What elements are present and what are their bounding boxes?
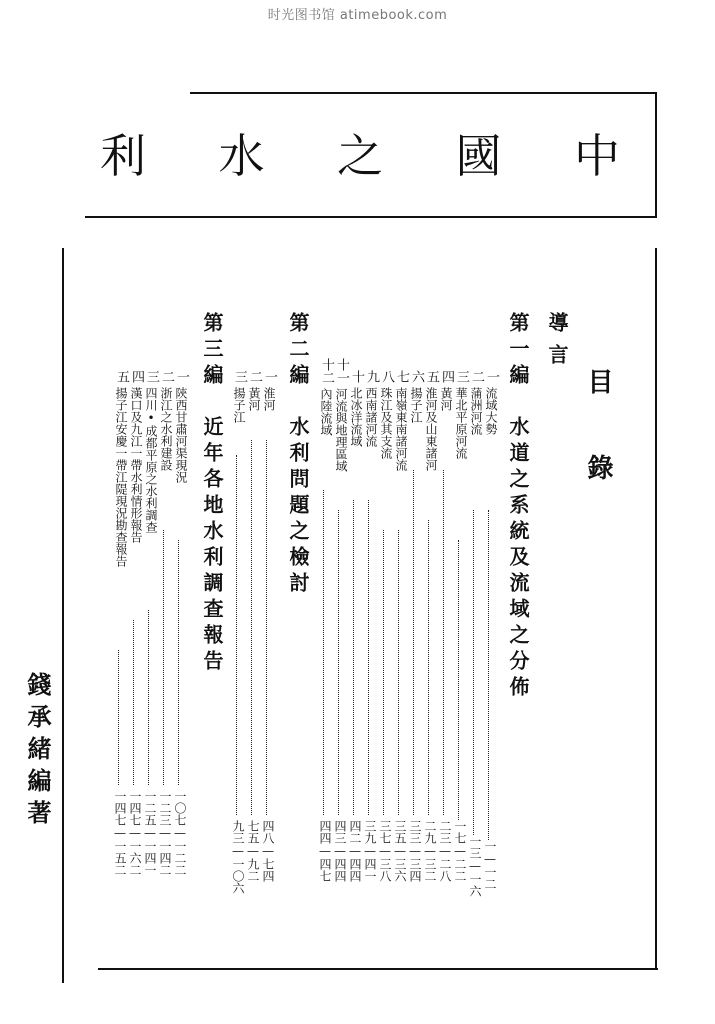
section-number: 三 — [144, 370, 159, 383]
section-title: 黃河 — [439, 387, 453, 411]
leader-dots — [458, 540, 459, 820]
section-number: 七 — [394, 370, 409, 383]
section-number: 二 — [247, 370, 262, 383]
section-number: 十二 — [319, 358, 334, 384]
part-2-heading[interactable] — [284, 312, 313, 598]
page-number: 一〇七—一二二 — [173, 790, 187, 876]
leader-dots — [148, 610, 149, 785]
section-number: 十 — [349, 370, 364, 383]
part-1-heading[interactable] — [504, 312, 533, 702]
section-title: 淮河 — [262, 387, 276, 411]
title-char-2: 國 — [455, 129, 502, 183]
section-number: 八 — [379, 370, 394, 383]
section-number: 四 — [129, 370, 144, 383]
page-number: 四三—四四 — [333, 820, 347, 882]
leader-dots — [383, 530, 384, 815]
page-left-rule — [62, 248, 64, 983]
title-char-4: 水 — [218, 129, 265, 183]
page-number: 三九—四一 — [363, 820, 377, 882]
author: 錢承緒編著 — [23, 672, 52, 832]
title-char-3: 之 — [337, 129, 383, 183]
leader-dots — [443, 470, 444, 815]
section-title: 揚子江 — [409, 387, 423, 423]
page-number: 一二五—一四一 — [143, 790, 157, 876]
section-number: 二 — [159, 370, 174, 383]
section-number: 十一 — [334, 358, 349, 384]
section-title: 北冰洋流域 — [349, 387, 363, 447]
leader-dots — [133, 620, 134, 785]
section-number: 六 — [409, 370, 424, 383]
section-title: 流域大勢 — [484, 387, 498, 435]
page-number: 九三—一〇六 — [231, 820, 245, 894]
intro-entry[interactable]: 導言 — [545, 312, 569, 376]
page-number: 一四七—一六二 — [128, 790, 142, 876]
part-1-title: 水道之系統及流域之分佈 — [506, 416, 530, 702]
section-title: 珠江及其支流 — [379, 387, 393, 459]
part-2-title: 水利問題之檢討 — [286, 416, 310, 598]
page-number: 二三—二八 — [438, 820, 452, 882]
part-3-label: 第三編 — [200, 312, 224, 390]
part-1-label: 第一編 — [506, 312, 530, 390]
title-top-rule — [190, 92, 657, 94]
leader-dots — [368, 500, 369, 815]
page-number: 一二三—一四二 — [158, 790, 172, 876]
section-title: 四川•成都平原之水利調查 — [144, 387, 158, 533]
p3-section-5[interactable] — [112, 370, 131, 567]
section-number: 九 — [364, 370, 379, 383]
leader-dots — [413, 470, 414, 815]
section-number: 四 — [439, 370, 454, 383]
section-number: 三 — [454, 370, 469, 383]
section-number: 二 — [469, 370, 484, 383]
p1-section-12[interactable] — [317, 358, 336, 436]
contents-heading: 目錄 — [583, 368, 613, 540]
page-number: 一七—二二 — [453, 820, 467, 882]
section-number: 一 — [484, 370, 499, 383]
leader-dots — [118, 650, 119, 785]
section-number: 五 — [114, 370, 129, 383]
section-title: 揚子江安慶一帶江隄現況勘查報告 — [114, 387, 128, 567]
title-char-1: 中 — [574, 129, 620, 183]
section-title: 河流與地理區域 — [334, 388, 348, 472]
page-number: 一—一二 — [483, 840, 497, 890]
section-title: 浙江之水利建設 — [159, 387, 173, 471]
leader-dots — [353, 500, 354, 815]
title-bottom-rule — [85, 216, 657, 218]
leader-dots — [323, 490, 324, 815]
page-number: 四四—四七 — [318, 820, 332, 882]
section-title: 西南諸河流 — [364, 387, 378, 447]
leader-dots — [428, 520, 429, 815]
section-title: 漢口及九江一帶水利情形報告 — [129, 387, 143, 543]
leader-dots — [266, 440, 267, 815]
section-title: 黃河 — [247, 387, 261, 411]
page-number: 四二—四四 — [348, 820, 362, 882]
section-number: 三 — [232, 370, 247, 383]
watermark: 时光图书馆 atimebook.com — [267, 8, 448, 23]
title-char-5: 利 — [100, 129, 146, 183]
page-number: 一三—一六 — [468, 835, 482, 897]
leader-dots — [338, 510, 339, 815]
page-number: 三七—三八 — [378, 820, 392, 882]
section-number: 五 — [424, 370, 439, 383]
page-number: 二九—三二 — [423, 820, 437, 882]
section-title: 南嶺東南諸河流 — [394, 387, 408, 471]
page-number: 一四七—一五二 — [113, 790, 127, 876]
section-title: 陝西甘肅河渠現況 — [174, 387, 188, 483]
p2-section-3[interactable] — [230, 370, 249, 423]
leader-dots — [398, 530, 399, 815]
leader-dots — [178, 540, 179, 785]
page-number: 四八—七四 — [261, 820, 275, 882]
section-title: 蒲洲河流 — [469, 387, 483, 435]
page-number: 七五—九二 — [246, 820, 260, 882]
leader-dots — [251, 440, 252, 815]
section-title: 揚子江 — [232, 387, 246, 423]
leader-dots — [163, 530, 164, 785]
page-number: 三五—三六 — [393, 820, 407, 882]
part-3-title: 近年各地水利調查報告 — [200, 416, 224, 676]
leader-dots — [473, 510, 474, 835]
part-3-heading[interactable] — [198, 312, 227, 676]
section-title: 內陸流域 — [319, 388, 333, 436]
section-number: 一 — [174, 370, 189, 383]
part-2-label: 第二編 — [286, 312, 310, 390]
inner-right-rule — [655, 248, 657, 968]
section-number: 一 — [262, 370, 277, 383]
book-title — [100, 128, 620, 184]
page-number: 三三—三四 — [408, 820, 422, 882]
title-right-rule — [655, 92, 657, 217]
section-title: 淮河及山東諸河 — [424, 387, 438, 471]
leader-dots — [236, 455, 237, 815]
bottom-rule — [98, 968, 658, 970]
leader-dots — [488, 510, 489, 840]
section-title: 華北平原河流 — [454, 387, 468, 459]
